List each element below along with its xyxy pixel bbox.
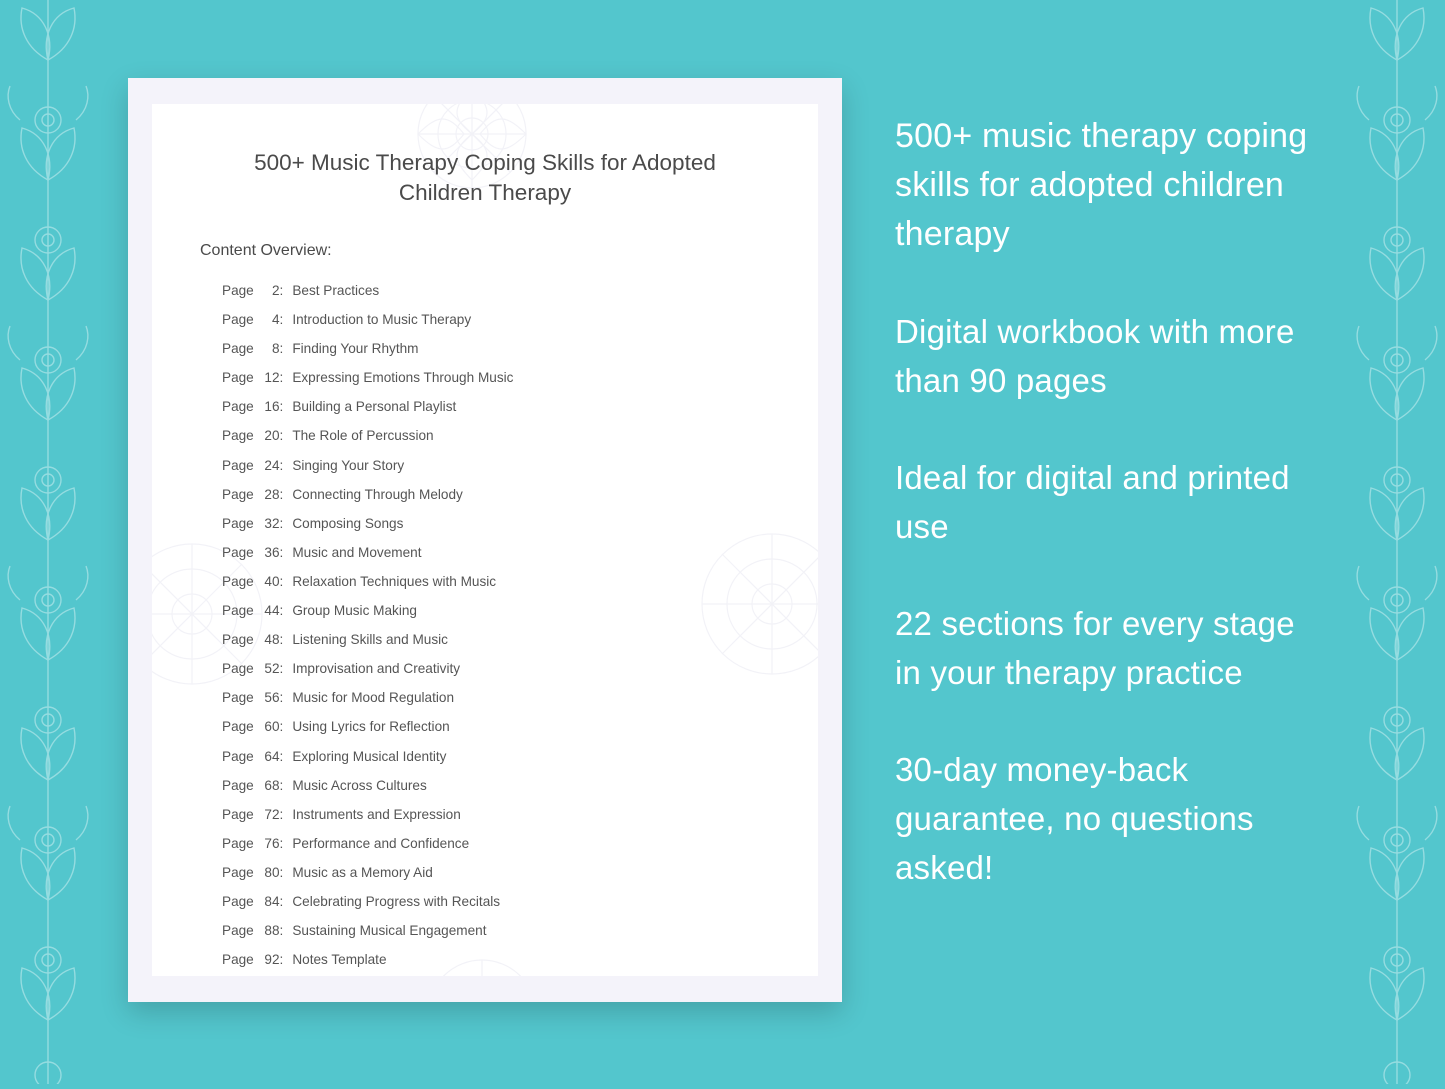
document-card	[128, 78, 842, 1002]
toc-page-label: Page 28:	[222, 486, 284, 502]
decorative-border-left	[0, 0, 96, 1084]
toc-row	[222, 596, 818, 625]
toc-entry-title: Sustaining Musical Engagement	[292, 923, 487, 939]
marketing-bullet-2: Ideal for digital and printed use	[895, 459, 1290, 545]
document-page	[152, 104, 818, 976]
toc-row	[222, 742, 818, 771]
toc-entry-title: Introduction to Music Therapy	[292, 312, 472, 328]
toc-entry-title: Music and Movement	[292, 544, 422, 560]
toc-page-label: Page 80:	[222, 864, 284, 880]
toc-page-label: Page 64:	[222, 748, 284, 764]
toc-entry-title: Notes Template	[292, 952, 387, 968]
toc-row	[222, 305, 818, 334]
toc-row	[222, 771, 818, 800]
toc-entry-title: Singing Your Story	[292, 457, 405, 473]
toc-page-label: Page 4:	[222, 312, 284, 328]
toc-page-label: Page 44:	[222, 603, 284, 619]
toc-entry-title: Group Music Making	[292, 603, 417, 619]
toc-page-label: Page 60:	[222, 719, 284, 735]
toc-page-label: Page 88:	[222, 923, 284, 939]
toc-entry-title: Music for Mood Regulation	[292, 690, 455, 706]
marketing-bullet-4: 30-day money-back guarantee, no questions asked!	[895, 751, 1254, 886]
toc-entry-title: Expressing Emotions Through Music	[292, 370, 514, 386]
toc-entry-title: Using Lyrics for Reflection	[292, 719, 450, 735]
toc-entry-title: Finding Your Rhythm	[292, 341, 419, 357]
toc-page-label: Page 40:	[222, 573, 284, 589]
toc-row	[222, 858, 818, 887]
marketing-headline: 500+ music therapy coping skills for adopted children therapy	[895, 117, 1308, 253]
toc-page-label: Page 76:	[222, 835, 284, 851]
toc-entry-title: Music as a Memory Aid	[292, 864, 433, 880]
toc-page-label: Page 12:	[222, 370, 284, 386]
toc-row	[222, 509, 818, 538]
toc-page-label: Page 72:	[222, 806, 284, 822]
toc-entry-title: Exploring Musical Identity	[292, 748, 447, 764]
toc-entry-title: Best Practices	[292, 283, 380, 298]
toc-entry-title: Composing Songs	[292, 515, 404, 531]
toc-entry-title: Connecting Through Melody	[292, 486, 463, 502]
toc-page-label: Page 32:	[222, 515, 284, 531]
toc-row	[222, 421, 818, 450]
toc-entry-title: Building a Personal Playlist	[292, 399, 457, 415]
toc-page-label: Page 20:	[222, 428, 284, 444]
toc-page-label: Page 84:	[222, 893, 284, 909]
toc-page-label: Page 48:	[222, 632, 284, 648]
toc-row	[222, 800, 818, 829]
toc-page-label: Page 68:	[222, 777, 284, 793]
toc-row	[222, 829, 818, 858]
toc-page-label: Page 24:	[222, 457, 284, 473]
toc-row	[222, 334, 818, 363]
toc-page-label: Page 52:	[222, 661, 284, 677]
toc-entry-title: Relaxation Techniques with Music	[292, 573, 497, 589]
toc-row	[222, 451, 818, 480]
toc-entry-title: Improvisation and Creativity	[292, 661, 461, 677]
marketing-bullet-1: Digital workbook with more than 90 pages	[895, 313, 1295, 399]
marketing-panel	[895, 112, 1325, 892]
toc-row	[222, 392, 818, 421]
toc-entry-title: Listening Skills and Music	[292, 632, 448, 648]
toc-row	[222, 887, 818, 916]
toc-page-label: Page 8:	[222, 341, 284, 357]
decorative-border-right	[1349, 0, 1445, 1084]
toc-row	[222, 538, 818, 567]
content-overview-label: Content Overview:	[200, 242, 332, 259]
toc-page-label: Page 56:	[222, 690, 284, 706]
toc-row	[222, 683, 818, 712]
toc-entry-title: Instruments and Expression	[292, 806, 461, 822]
toc-page-label: Page 92:	[222, 952, 284, 968]
toc-entry-title: Celebrating Progress with Recitals	[292, 893, 501, 909]
toc-row	[222, 916, 818, 945]
toc-row	[222, 625, 818, 654]
toc-page-label: Page 16:	[222, 399, 284, 415]
toc-entry-title: Performance and Confidence	[292, 835, 470, 851]
toc-page-label: Page 2:	[222, 283, 284, 298]
toc-entry-title: The Role of Percussion	[292, 428, 434, 444]
marketing-bullet-3: 22 sections for every stage in your therapy practice	[895, 605, 1295, 691]
toc-row	[222, 945, 818, 974]
toc-page-label: Page 36:	[222, 544, 284, 560]
toc-row	[222, 567, 818, 596]
toc-row	[222, 363, 818, 392]
toc-entry-title: Music Across Cultures	[292, 777, 427, 793]
table-of-contents	[222, 276, 818, 974]
page-title: 500+ Music Therapy Coping Skills for Adopted Children Therapy	[254, 150, 716, 205]
toc-row	[222, 276, 818, 305]
toc-row	[222, 654, 818, 683]
toc-row	[222, 712, 818, 741]
toc-row	[222, 480, 818, 509]
